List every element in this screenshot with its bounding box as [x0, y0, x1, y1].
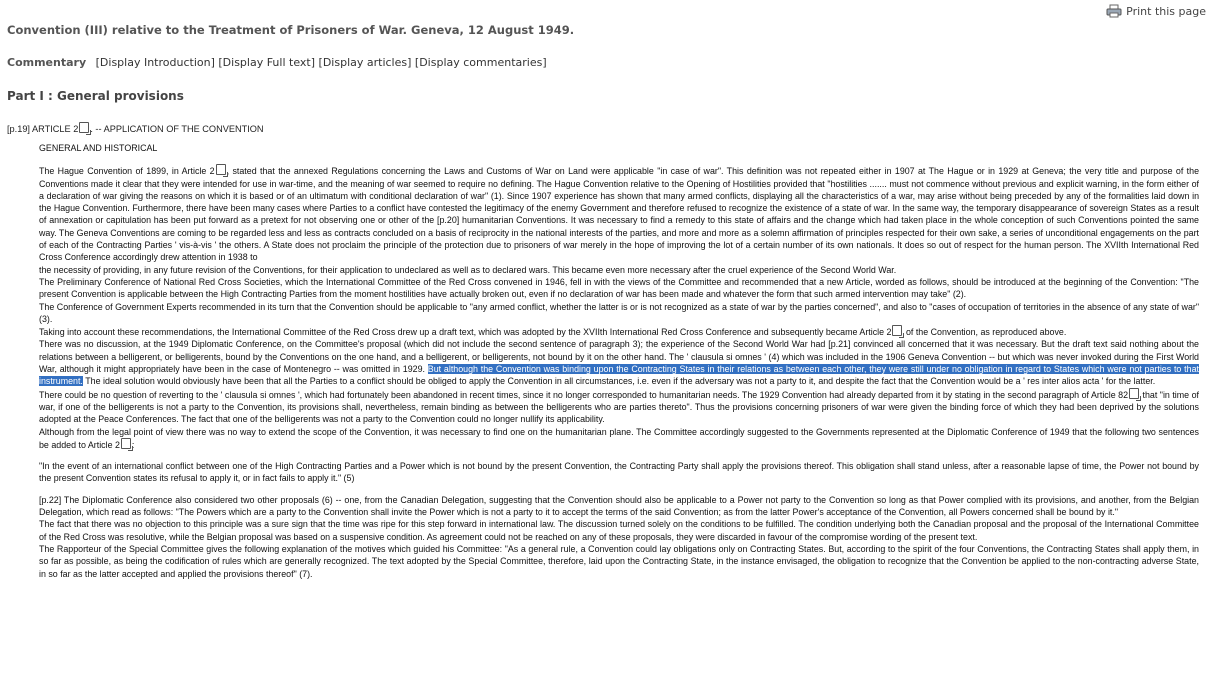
article-link-icon[interactable]: [79, 122, 89, 133]
paragraph-2: the necessity of providing, in any future revision of the Conventions, for their application to undeclared as well as to declared wars. This became even more necessary after the cruel experience of the Second World War.: [39, 264, 897, 275]
display-commentaries-link[interactable]: [Display commentaries]: [414, 56, 547, 69]
article-heading: [p.19] ARTICLE 2 . -- APPLICATION OF THE CONVENTION: [7, 124, 264, 134]
article-link-icon[interactable]: [216, 164, 226, 175]
paragraph-9: [p.22] The Diplomatic Conference also considered two other proposals (6) -- one, from the Canadian Delegation, suggesting that the Convention should also be applicable to a Power not party to the Convention so long as that Power complied with its provisions, and another, from the Belgian Delegation, which read as follows: "The Powers which are a party to the Convention shall invite the Power which is not a party to it to accept the terms of the said Convention; as from the latter Power's acceptance of the Convention, all Powers concerned shall be bound by it.": [39, 494, 1199, 518]
display-articles-link[interactable]: [Display articles]: [318, 56, 412, 69]
print-page-link[interactable]: [1106, 4, 1206, 18]
commentary-label: Commentary: [7, 56, 87, 69]
article-link-icon[interactable]: [1129, 388, 1139, 399]
print-label: Print this page: [1126, 4, 1206, 18]
paragraph-11: The Rapporteur of the Special Committee gives the following explanation of the motives which guided his Committee: "As a general rule, a Convention could lay obligations only on Contracting States. But, according to the spirit of the four Conventions, the Contracting States shall apply them, in so far as possible, as being the codification of rules which are generally recognized. The text adopted by the Special Committee, therefore, laid upon the Contracting State, in the instance envisaged, the obligation to recognize that the Convention be applied to the non-contracting adverse State, in so far as the latter accepted and applied the provisions thereof" (7).: [39, 543, 1199, 579]
part-title: Part I : General provisions: [7, 89, 184, 103]
paragraph-6: There was no discussion, at the 1949 Diplomatic Conference, on the Committee's proposal (which did not include the second sentence of paragraph 3); the experience of the Second World War had [p.21] convinced all concerned that it was necessary. But the draft text said nothing about the relations between a belligerent, or belligerents, bound by the Conventions on the one hand, and a belligerent, or belligerents, not bound by it on the other hand. The ' clausula si omnes ' (4) which was included in the 1906 Geneva Convention -- but which was never invoked during the First World War, although it might appropriately have been in the case of Montenegro -- was omitted in 1929. But although the Convention was binding upon the Contracting States in their relations as between each other, they were still under no obligation in regard to States which were not parties to that instrument. The ideal solution would obviously have been that all the Parties to a conflict should be obliged to apply the Convention in all circumstances, i.e. even if the adversary was not a party to it, and despite the fact that the Convention would be a ' res inter alios acta ' for the latter.: [39, 339, 1199, 387]
selected-text[interactable]: But although the Convention was binding upon the Contracting States in their relations as between each other, they were still under no obligation in regard to States which were not parties to that instrument.: [39, 364, 1199, 387]
paragraph-10: The fact that there was no objection to this principle was a sure sign that the time was ripe for this step forward in international law. The discussion turned solely on the conditions to be fulfilled. The condition underlying both the Canadian proposal and the proposal of the International Committee of the Red Cross was resolutive, while the Belgian proposal was based on a suspensive condition. As agreement could not be reached on any of these proposals, they were discarded in favour of the compromise wording of the present text.: [39, 519, 1199, 542]
paragraph-3: The Preliminary Conference of National Red Cross Societies, which the International Committee of the Red Cross convened in 1946, fell in with the views of the Committee and recommended that a new Article, worded as follows, should be introduced at the beginning of the Convention: "The present Convention is applicable between the High Contracting Parties from the moment hostilities have actually broken out, even if no declaration of war has been made and whatever the form that such armed intervention may take" (2).: [39, 276, 1199, 300]
article-link-icon[interactable]: [121, 438, 131, 449]
commentary-body: [39, 142, 1199, 580]
page-title: Convention (III) relative to the Treatment of Prisoners of War. Geneva, 12 August 1949.: [7, 23, 575, 37]
block-quote: "In the event of an international conflict between one of the High Contracting Parties and a Power which is not bound by the present Convention, the Contracting Party shall apply the provisions thereof. This obligation shall stand unless, after a reasonable lapse of time, the Power not bound by the present Convention states its refusal to apply it, or in fact fails to apply it." (5): [39, 461, 1199, 484]
paragraph-4: The Conference of Government Experts recommended in its turn that the Convention should be applicable to "any armed conflict, whether the latter is or is not recognized as a state of war by the parties concerned", and also to "cases of occupation of territories in the absence of any state of war" (3).: [39, 301, 1199, 324]
paragraph-1: The Hague Convention of 1899, in Article 2 , stated that the annexed Regulations concerning the Laws and Customs of War on Land were applicable "in case of war". This definition was not repeated either in 1907 at The Hague or in 1929 at Geneva; the very title and purpose of the Conventions made it clear that they were intended for use in war-time, and the meaning of war seemed to require no defining. The Hague Convention relative to the Opening of Hostilities provided that "hostilities ....... must not commence without previous and explicit warning, in the form either of a declaration of war giving the reasons on which it is based or of an ultimatum with conditional declaration of war" (1). Since 1907 experience has shown that many armed conflicts, displaying all the characteristics of a war, may arise without being preceded by any of the formalities laid down in the Hague Convention. Furthermore, there have been many cases where Parties to a conflict have contested the legitimacy of the enemy Government and therefore refused to recognize the existence of a state of war. In the same way, the temporary disappearance of sovereign States as a result of annexation or capitulation has been put forward as a pretext for not observing one or other of the [p.20] humanitarian Conventions. It was necessary to find a remedy to this state of affairs and the change which had taken place in the whole conception of such Conventions pointed the same way. The Geneva Conventions are coming to be regarded less and less as contracts concluded on a basis of reciprocity in the national interests of the parties, and more and more as a solemn affirmation of principles respected for their own sake, a series of unconditional engagements on the part of each of the Contracting Parties ' vis-à-vis ' the others. A State does not proclaim the principle of the protection due to prisoners of war merely in the hope of improving the lot of a certain number of its own nationals. It does so out of respect for the human person. The XVIIth International Red Cross Conference accordingly drew attention in 1938 to: [39, 166, 1200, 263]
paragraph-8: Although from the legal point of view there was no way to extend the scope of the Convention, it was necessary to find one on the humanitarian plane. The Committee accordingly suggested to the Governments represented at the Diplomatic Conference of 1949 that the following two sentences be added to Article 2 :: [39, 426, 1199, 450]
article-link-icon[interactable]: [892, 325, 902, 336]
display-full-text-link[interactable]: [Display Full text]: [218, 56, 316, 69]
section-heading: GENERAL AND HISTORICAL: [39, 143, 158, 153]
paragraph-7: There could be no question of reverting to the ' clausula si omnes ', which had fortunately been abandoned in recent times, since it no longer corresponded to humanitarian needs. The 1929 Convention had already departed from it by stating in the second paragraph of Article 82 that "in time of war, if one of the belligerents is not a party to the Convention, its provisions shall, nevertheless, remain binding as between the belligerents who are parties thereto". Thus the provisions concerning prisoners of war were given the binding force of which they had been deprived by the solutions adopted at the Peace Conferences. The fact that one of the belligerents was not a party to the Convention could no longer nullify its applicability.: [39, 389, 1199, 425]
display-introduction-link[interactable]: [Display Introduction]: [95, 56, 215, 69]
printer-icon: [1106, 4, 1122, 18]
paragraph-5: Taking into account these recommendations, the International Committee of the Red Cross drew up a draft text, which was adopted by the XVIIth International Red Cross Conference and subsequently became Article 2 of the Convention, as reproduced above.: [39, 327, 1067, 338]
commentary-nav: [7, 56, 547, 69]
